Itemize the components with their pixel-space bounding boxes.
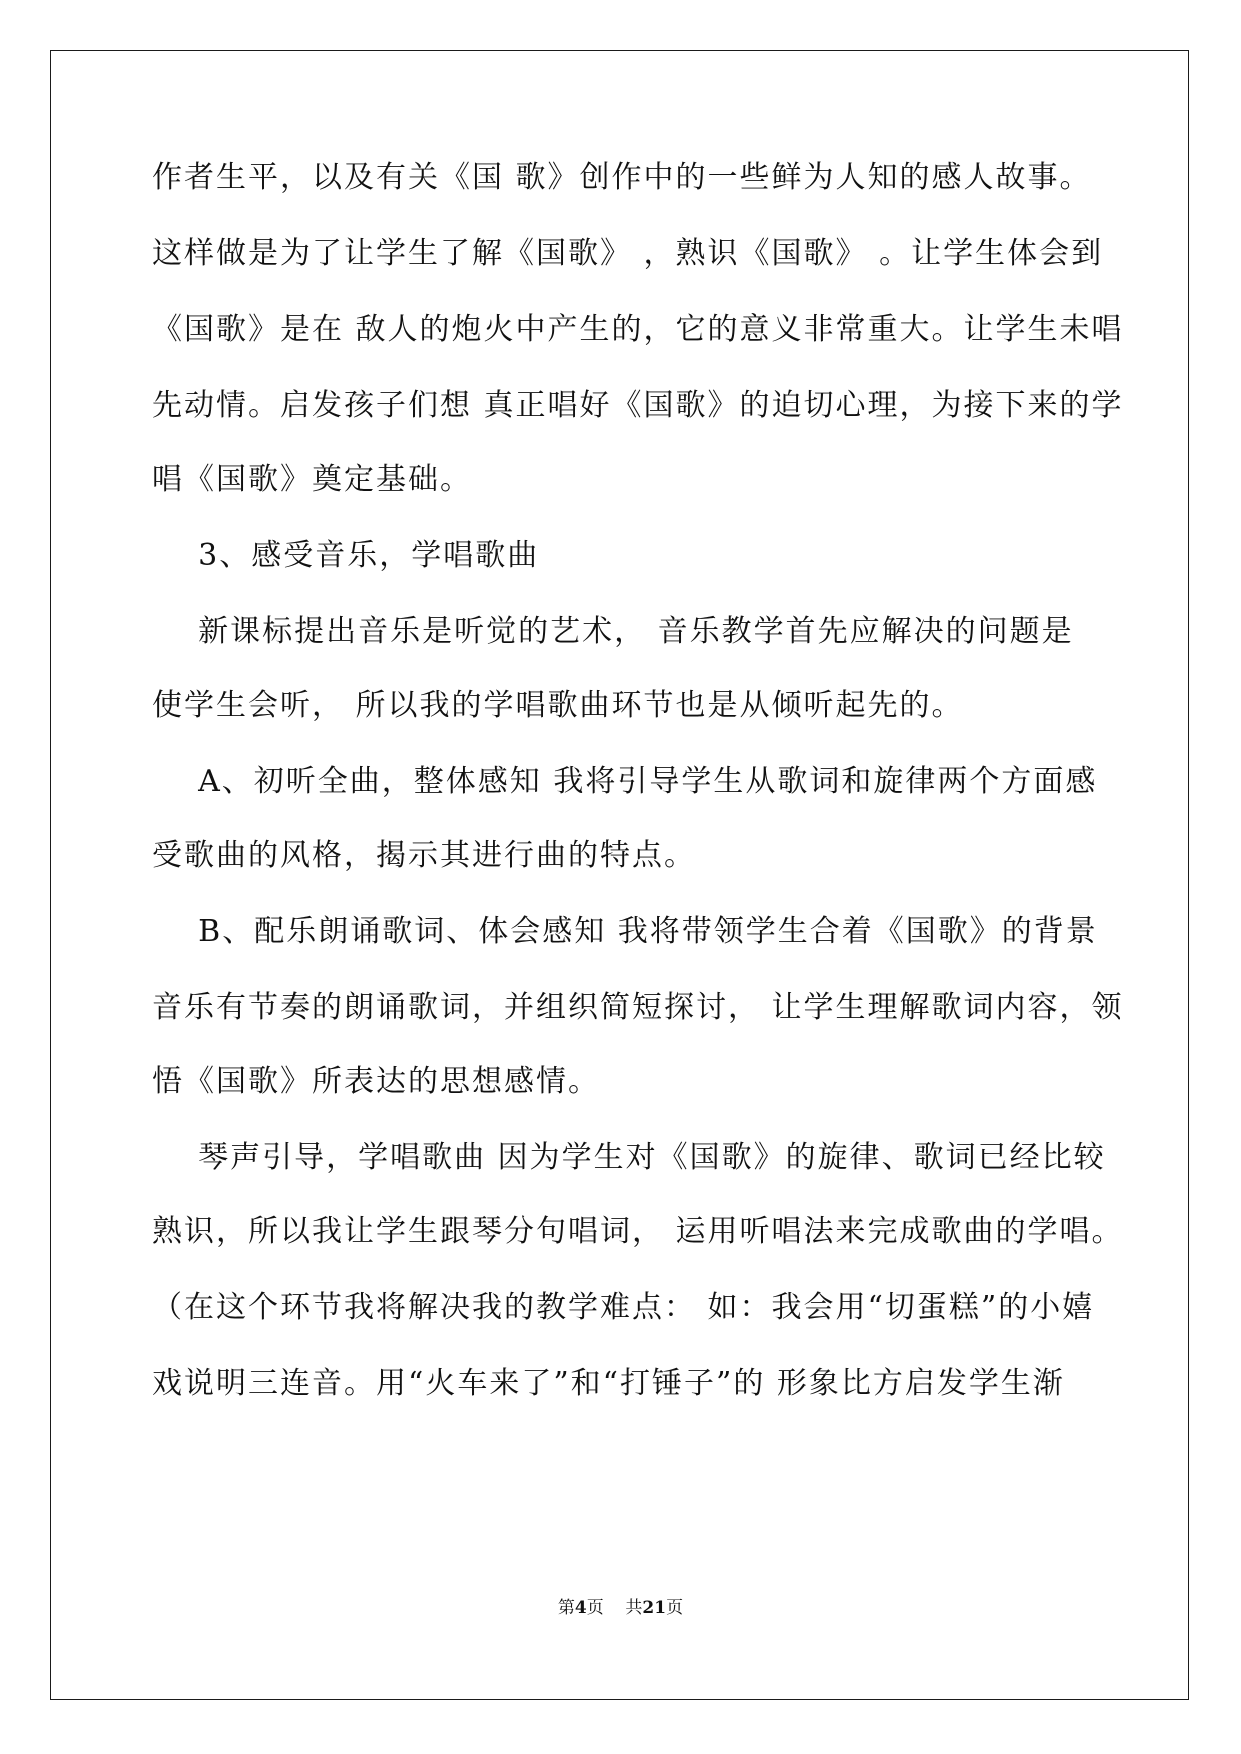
text-line: 悟《国歌》所表达的思想感情。 [152, 1064, 600, 1099]
page-border [50, 50, 1189, 1700]
text-line: B、配乐朗诵歌词、体会感知 我将带领学生合着《国歌》的背景 [152, 914, 1098, 949]
text-line: 先动情。启发孩子们想 真正唱好《国歌》的迫切心理，为接下来的学 [152, 388, 1124, 423]
text-line: 琴声引导，学唱歌曲 因为学生对《国歌》的旋律、歌词已经比较 [152, 1140, 1106, 1175]
text-line: 作者生平，以及有关《国 歌》创作中的一些鲜为人知的感人故事。 [152, 160, 1092, 195]
text-line: 唱《国歌》奠定基础。 [152, 462, 472, 497]
page-suffix: 页 [586, 1598, 604, 1618]
section-heading: 3、感受音乐，学唱歌曲 [152, 538, 540, 573]
text-line: 这样做是为了让学生了解《国歌》 ，熟识《国歌》 。让学生体会到 [152, 236, 1104, 271]
total-prefix: 共 [625, 1598, 643, 1618]
text-line: 《国歌》是在 敌人的炮火中产生的，它的意义非常重大。让学生未唱 [152, 312, 1124, 347]
text-line: 使学生会听， 所以我的学唱歌曲环节也是从倾听起先的。 [152, 688, 964, 723]
text-line: 新课标提出音乐是听觉的艺术， 音乐教学首先应解决的问题是 [152, 614, 1074, 649]
page-footer [0, 1593, 1241, 1618]
page-number: 4 [574, 1598, 587, 1618]
text-line: 戏说明三连音。用“火车来了”和“打锤子”的 形象比方启发学生渐 [152, 1366, 1065, 1401]
text-line: （在这个环节我将解决我的教学难点： 如：我会用“切蛋糕”的小嬉 [152, 1290, 1095, 1325]
text-line: 受歌曲的风格，揭示其进行曲的特点。 [152, 838, 696, 873]
total-suffix: 页 [666, 1598, 684, 1618]
text-line: 音乐有节奏的朗诵歌词，并组织简短探讨， 让学生理解歌词内容，领 [152, 990, 1124, 1025]
text-line: 熟识，所以我让学生跟琴分句唱词， 运用听唱法来完成歌曲的学唱。 [152, 1214, 1124, 1249]
total-pages: 21 [642, 1598, 667, 1618]
text-line: A、初听全曲，整体感知 我将引导学生从歌词和旋律两个方面感 [152, 764, 1098, 799]
page-prefix: 第 [557, 1598, 575, 1618]
